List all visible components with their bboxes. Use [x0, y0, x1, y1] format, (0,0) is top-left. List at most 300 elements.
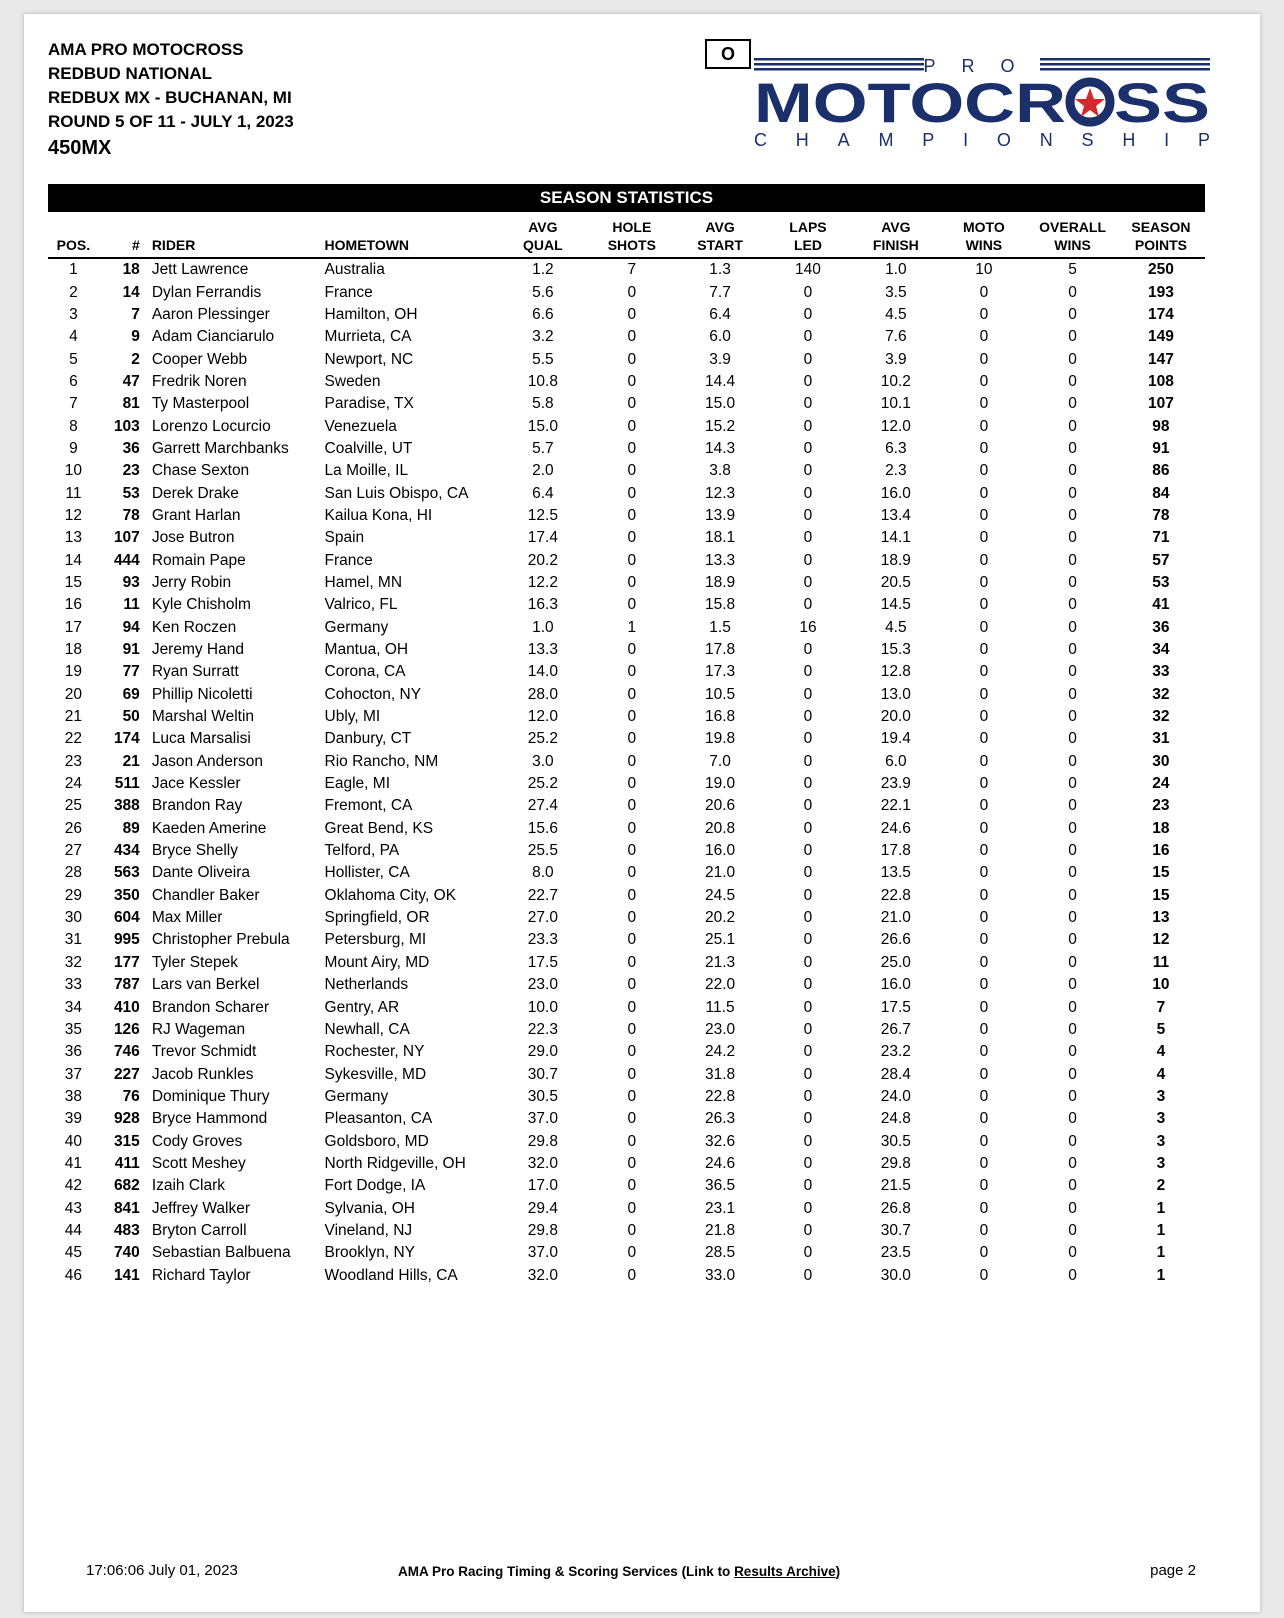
cell-avg-qual: 29.0 [527, 1043, 558, 1061]
cell-number: 411 [114, 1154, 140, 1172]
cell-avg-start: 17.3 [704, 663, 736, 681]
cell-moto-wins: 0 [979, 372, 989, 390]
cell-rider: Kyle Chisholm [151, 596, 251, 614]
cell-hometown: Newhall, CA [324, 1020, 410, 1038]
cell-hole-shots: 0 [627, 931, 637, 949]
round-date: ROUND 5 OF 11 - JULY 1, 2023 [48, 112, 294, 131]
cell-number: 53 [122, 484, 140, 502]
event-name: REDBUD NATIONAL [48, 64, 213, 83]
cell-number: 9 [131, 328, 140, 346]
cell-overall-wins: 0 [1068, 462, 1077, 480]
cell-laps-led: 0 [803, 797, 813, 815]
cell-avg-start: 1.3 [709, 261, 731, 279]
cell-hometown: Coalville, UT [324, 439, 413, 457]
cell-avg-finish: 19.4 [880, 730, 911, 748]
cell-avg-finish: 6.0 [885, 752, 907, 770]
cell-avg-qual: 25.5 [527, 842, 558, 860]
col-laps-led: LAPS LED [764, 218, 853, 258]
cell-laps-led: 0 [803, 1177, 813, 1195]
logo-stripes-left [754, 58, 924, 71]
cell-hometown: Netherlands [324, 976, 409, 994]
cell-hometown: Sweden [324, 372, 381, 390]
cell-hole-shots: 0 [627, 819, 637, 837]
cell-hole-shots: 0 [627, 1110, 637, 1128]
cell-moto-wins: 0 [979, 395, 989, 413]
cell-pos: 1 [69, 261, 78, 279]
cell-avg-qual: 8.0 [532, 864, 554, 882]
cell-moto-wins: 0 [979, 864, 989, 882]
cell-laps-led: 0 [803, 864, 813, 882]
cell-laps-led: 0 [803, 730, 813, 748]
cell-hometown: Oklahoma City, OK [324, 886, 457, 904]
cell-overall-wins: 0 [1068, 551, 1077, 569]
cell-hole-shots: 0 [627, 596, 637, 614]
table-row [48, 661, 1205, 683]
table-row [48, 1153, 1205, 1175]
cell-avg-start: 36.5 [704, 1177, 736, 1195]
cell-number: 315 [113, 1132, 140, 1150]
cell-overall-wins: 0 [1068, 819, 1077, 837]
cell-season-points: 33 [1152, 663, 1170, 681]
cell-hometown: La Moille, IL [324, 462, 409, 480]
cell-pos: 42 [64, 1177, 83, 1195]
cell-moto-wins: 0 [979, 551, 989, 569]
cell-avg-start: 26.3 [704, 1110, 736, 1128]
cell-hole-shots: 1 [627, 618, 637, 636]
cell-moto-wins: 0 [979, 663, 989, 681]
cell-avg-finish: 6.3 [885, 439, 907, 457]
cell-avg-finish: 28.4 [880, 1065, 911, 1083]
table-row [48, 639, 1205, 661]
box-label: O [705, 39, 751, 69]
cell-number: 841 [113, 1199, 140, 1217]
cell-avg-qual: 6.6 [532, 305, 554, 323]
cell-avg-finish: 20.5 [880, 573, 911, 591]
cell-hometown: France [324, 551, 373, 569]
cell-moto-wins: 0 [979, 305, 989, 323]
cell-hole-shots: 0 [627, 1177, 637, 1195]
cell-season-points: 1 [1156, 1199, 1166, 1217]
cell-number: 76 [122, 1087, 140, 1105]
cell-avg-qual: 5.5 [532, 350, 554, 368]
cell-pos: 11 [65, 484, 82, 502]
cell-season-points: 86 [1152, 462, 1170, 480]
season-stats-table [48, 218, 1205, 1287]
cell-laps-led: 0 [803, 484, 813, 502]
cell-number: 11 [123, 596, 140, 614]
table-row [48, 885, 1205, 907]
cell-avg-finish: 23.5 [880, 1244, 911, 1262]
cell-pos: 19 [64, 663, 83, 681]
cell-avg-qual: 10.0 [527, 998, 558, 1016]
cell-hometown: North Ridgeville, OH [324, 1154, 466, 1172]
cell-pos: 38 [64, 1087, 83, 1105]
cell-rider: Marshal Weltin [151, 708, 255, 726]
cell-avg-start: 21.0 [704, 864, 736, 882]
cell-laps-led: 140 [795, 261, 821, 279]
cell-hometown: Murrieta, CA [324, 328, 412, 346]
cell-rider: Jose Butron [151, 529, 235, 547]
cell-avg-finish: 29.8 [880, 1154, 911, 1172]
cell-hometown: Gentry, AR [324, 998, 400, 1016]
cell-avg-finish: 24.8 [880, 1110, 911, 1128]
cell-avg-qual: 5.7 [532, 439, 554, 457]
cell-hole-shots: 0 [627, 573, 637, 591]
cell-rider: Jett Lawrence [151, 261, 249, 279]
cell-avg-qual: 32.0 [527, 1154, 558, 1172]
cell-hole-shots: 0 [627, 953, 637, 971]
cell-avg-qual: 37.0 [527, 1110, 558, 1128]
cell-avg-qual: 29.8 [527, 1132, 558, 1150]
cell-avg-finish: 10.2 [880, 372, 911, 390]
cell-laps-led: 0 [803, 998, 813, 1016]
cell-avg-start: 23.1 [704, 1199, 736, 1217]
cell-avg-start: 20.8 [704, 819, 736, 837]
cell-overall-wins: 0 [1068, 663, 1077, 681]
cell-moto-wins: 0 [979, 1244, 989, 1262]
venue: REDBUX MX - BUCHANAN, MI [48, 88, 292, 107]
cell-season-points: 53 [1152, 573, 1170, 591]
cell-rider: Bryce Hammond [151, 1110, 268, 1128]
cell-hometown: Sykesville, MD [324, 1065, 427, 1083]
cell-number: 36 [122, 439, 140, 457]
cell-number: 746 [113, 1043, 140, 1061]
table-row [48, 415, 1205, 437]
cell-avg-start: 19.8 [704, 730, 736, 748]
cell-number: 995 [113, 931, 140, 949]
cell-laps-led: 0 [803, 328, 813, 346]
cell-overall-wins: 0 [1068, 1132, 1077, 1150]
cell-avg-qual: 3.0 [532, 752, 554, 770]
cell-overall-wins: 0 [1068, 372, 1077, 390]
cell-pos: 45 [64, 1244, 83, 1262]
cell-avg-qual: 25.2 [527, 730, 558, 748]
cell-hometown: Woodland Hills, CA [324, 1266, 458, 1284]
table-row [48, 840, 1205, 862]
cell-laps-led: 0 [803, 909, 813, 927]
cell-rider: Chase Sexton [151, 462, 250, 480]
cell-avg-finish: 4.5 [885, 618, 907, 636]
cell-pos: 22 [64, 730, 83, 748]
cell-number: 7 [131, 305, 140, 323]
cell-avg-qual: 5.8 [532, 395, 554, 413]
cell-avg-start: 20.6 [704, 797, 736, 815]
cell-avg-start: 22.0 [704, 976, 736, 994]
cell-season-points: 5 [1156, 1020, 1166, 1038]
cell-laps-led: 0 [803, 1043, 813, 1061]
cell-avg-finish: 17.5 [880, 998, 911, 1016]
table-row [48, 1242, 1205, 1264]
cell-moto-wins: 0 [979, 350, 989, 368]
class-name: 450MX [48, 137, 112, 159]
cell-overall-wins: 0 [1068, 506, 1077, 524]
cell-hole-shots: 0 [627, 529, 637, 547]
cell-pos: 5 [69, 350, 78, 368]
cell-avg-finish: 22.8 [880, 886, 911, 904]
cell-hometown: Mount Airy, MD [324, 953, 430, 971]
cell-number: 2 [131, 350, 140, 368]
cell-hole-shots: 0 [627, 1221, 637, 1239]
cell-avg-qual: 30.7 [527, 1065, 558, 1083]
cell-moto-wins: 0 [979, 685, 989, 703]
cell-overall-wins: 0 [1068, 953, 1077, 971]
cell-laps-led: 0 [803, 886, 813, 904]
cell-season-points: 12 [1152, 931, 1170, 949]
table-row [48, 1041, 1205, 1063]
cell-rider: Cody Groves [151, 1132, 243, 1150]
cell-moto-wins: 0 [979, 931, 989, 949]
cell-avg-finish: 23.2 [880, 1043, 911, 1061]
table-row [48, 1220, 1205, 1242]
cell-moto-wins: 10 [975, 261, 993, 279]
cell-moto-wins: 0 [979, 529, 989, 547]
cell-avg-start: 1.5 [709, 618, 731, 636]
cell-season-points: 4 [1156, 1065, 1166, 1083]
cell-moto-wins: 0 [979, 1087, 989, 1105]
cell-hole-shots: 0 [627, 372, 637, 390]
cell-laps-led: 0 [803, 462, 813, 480]
cell-season-points: 174 [1147, 305, 1174, 323]
cell-pos: 43 [64, 1199, 83, 1217]
cell-avg-finish: 14.1 [880, 529, 911, 547]
cell-season-points: 1 [1156, 1221, 1166, 1239]
cell-hole-shots: 0 [627, 663, 637, 681]
cell-rider: Jeffrey Walker [151, 1199, 251, 1217]
cell-number: 444 [113, 551, 140, 569]
cell-season-points: 18 [1152, 819, 1170, 837]
cell-laps-led: 0 [803, 685, 813, 703]
cell-number: 91 [122, 641, 140, 659]
table-row [48, 348, 1205, 370]
cell-laps-led: 0 [803, 953, 813, 971]
cell-rider: Dylan Ferrandis [151, 283, 262, 301]
col-overall-wins: OVERALL WINS [1028, 218, 1117, 258]
table-row [48, 929, 1205, 951]
cell-overall-wins: 0 [1068, 283, 1077, 301]
cell-rider: Grant Harlan [151, 506, 241, 524]
cell-avg-qual: 2.0 [532, 462, 554, 480]
cell-avg-finish: 13.5 [880, 864, 911, 882]
cell-avg-qual: 20.2 [527, 551, 558, 569]
cell-avg-qual: 1.0 [532, 618, 554, 636]
cell-overall-wins: 0 [1068, 886, 1077, 904]
cell-avg-finish: 20.0 [880, 708, 911, 726]
cell-overall-wins: 0 [1068, 775, 1077, 793]
cell-avg-qual: 37.0 [527, 1244, 558, 1262]
cell-avg-qual: 12.0 [527, 708, 558, 726]
cell-moto-wins: 0 [979, 1177, 989, 1195]
cell-avg-start: 28.5 [704, 1244, 736, 1262]
cell-hole-shots: 0 [627, 551, 637, 569]
col-season-points: SEASON POINTS [1117, 218, 1205, 258]
cell-moto-wins: 0 [979, 506, 989, 524]
cell-number: 483 [113, 1221, 140, 1239]
cell-number: 682 [113, 1177, 140, 1195]
cell-avg-start: 22.8 [704, 1087, 736, 1105]
cell-avg-finish: 18.9 [880, 551, 911, 569]
cell-season-points: 1 [1156, 1266, 1166, 1284]
cell-pos: 25 [64, 797, 83, 815]
cell-laps-led: 0 [803, 596, 813, 614]
cell-avg-finish: 30.5 [880, 1132, 911, 1150]
cell-pos: 17 [64, 618, 83, 636]
cell-overall-wins: 0 [1068, 305, 1077, 323]
cell-laps-led: 0 [803, 708, 813, 726]
cell-avg-start: 23.0 [704, 1020, 736, 1038]
cell-avg-finish: 17.8 [880, 842, 911, 860]
cell-pos: 46 [64, 1266, 83, 1284]
table-row [48, 818, 1205, 840]
page-number: page 2 [1150, 1562, 1196, 1579]
cell-season-points: 34 [1152, 641, 1170, 659]
table-row [48, 617, 1205, 639]
cell-avg-start: 6.0 [709, 328, 731, 346]
cell-hole-shots: 7 [627, 261, 637, 279]
table-row [48, 304, 1205, 326]
cell-avg-finish: 12.0 [880, 417, 911, 435]
cell-avg-start: 16.0 [704, 842, 736, 860]
cell-season-points: 36 [1152, 618, 1170, 636]
results-archive-link[interactable]: Results Archive [734, 1564, 836, 1579]
cell-rider: Ken Roczen [151, 618, 237, 636]
cell-laps-led: 0 [803, 551, 813, 569]
cell-season-points: 24 [1152, 775, 1170, 793]
cell-overall-wins: 0 [1068, 328, 1077, 346]
cell-avg-finish: 4.5 [885, 305, 907, 323]
cell-avg-qual: 28.0 [527, 685, 558, 703]
cell-avg-start: 24.5 [704, 886, 736, 904]
cell-hole-shots: 0 [627, 752, 637, 770]
cell-avg-start: 14.4 [704, 372, 736, 390]
cell-avg-finish: 25.0 [880, 953, 911, 971]
event-header [48, 38, 294, 162]
cell-pos: 31 [64, 931, 83, 949]
cell-rider: Luca Marsalisi [151, 730, 251, 748]
table-title: SEASON STATISTICS [48, 184, 1205, 212]
cell-overall-wins: 0 [1068, 395, 1077, 413]
cell-overall-wins: 0 [1068, 1087, 1077, 1105]
cell-overall-wins: 0 [1068, 529, 1077, 547]
cell-hole-shots: 0 [627, 886, 637, 904]
cell-avg-finish: 26.7 [880, 1020, 911, 1038]
col-rider: RIDER [152, 218, 325, 258]
cell-pos: 10 [64, 462, 83, 480]
table-row [48, 795, 1205, 817]
cell-overall-wins: 0 [1068, 350, 1077, 368]
cell-avg-finish: 13.4 [880, 506, 911, 524]
cell-hole-shots: 0 [627, 1043, 637, 1061]
cell-hole-shots: 0 [627, 730, 637, 748]
cell-season-points: 41 [1152, 596, 1170, 614]
cell-moto-wins: 0 [979, 573, 989, 591]
cell-avg-qual: 17.0 [527, 1177, 558, 1195]
cell-hometown: Paradise, TX [324, 395, 414, 413]
cell-moto-wins: 0 [979, 909, 989, 927]
cell-hometown: Telford, PA [324, 842, 400, 860]
cell-hole-shots: 0 [627, 1199, 637, 1217]
table-row [48, 684, 1205, 706]
cell-rider: Ryan Surratt [151, 663, 239, 681]
cell-pos: 12 [64, 506, 83, 524]
table-row [48, 974, 1205, 996]
cell-overall-wins: 0 [1068, 417, 1077, 435]
table-row [48, 482, 1205, 504]
cell-laps-led: 0 [803, 752, 813, 770]
cell-hole-shots: 0 [627, 998, 637, 1016]
cell-overall-wins: 0 [1068, 998, 1077, 1016]
cell-avg-qual: 14.0 [527, 663, 558, 681]
table-row [48, 728, 1205, 750]
cell-hometown: Eagle, MI [324, 775, 391, 793]
cell-pos: 21 [64, 708, 83, 726]
col-avg-start: AVG START [676, 218, 763, 258]
cell-rider: Trevor Schmidt [151, 1043, 257, 1061]
cell-hometown: Hamel, MN [324, 573, 403, 591]
cell-hole-shots: 0 [627, 1020, 637, 1038]
logo-motocross-right: SS [1114, 71, 1210, 134]
cell-laps-led: 0 [803, 283, 813, 301]
cell-hometown: Rochester, NY [324, 1043, 425, 1061]
cell-avg-start: 32.6 [704, 1132, 736, 1150]
cell-rider: Max Miller [151, 909, 223, 927]
cell-season-points: 3 [1156, 1132, 1166, 1150]
cell-hometown: Hollister, CA [324, 864, 410, 882]
cell-hometown: Sylvania, OH [324, 1199, 415, 1217]
cell-hole-shots: 0 [627, 462, 637, 480]
cell-hole-shots: 0 [627, 1244, 637, 1262]
cell-rider: Jerry Robin [151, 573, 232, 591]
cell-overall-wins: 0 [1068, 1154, 1077, 1172]
cell-laps-led: 0 [803, 372, 813, 390]
cell-avg-qual: 12.5 [527, 506, 558, 524]
cell-avg-start: 21.3 [704, 953, 736, 971]
cell-hole-shots: 0 [627, 350, 637, 368]
cell-overall-wins: 0 [1068, 439, 1077, 457]
table-row [48, 326, 1205, 348]
cell-avg-qual: 23.0 [527, 976, 558, 994]
cell-laps-led: 0 [803, 1132, 813, 1150]
cell-hometown: Great Bend, KS [324, 819, 434, 837]
cell-hometown: Danbury, CT [324, 730, 412, 748]
cell-laps-led: 0 [803, 1266, 813, 1284]
cell-avg-finish: 12.8 [880, 663, 911, 681]
cell-number: 47 [122, 372, 140, 390]
table-row [48, 1197, 1205, 1219]
col-hometown: HOMETOWN [325, 218, 499, 258]
cell-rider: Phillip Nicoletti [151, 685, 253, 703]
cell-number: 107 [113, 529, 140, 547]
cell-moto-wins: 0 [979, 1132, 989, 1150]
cell-season-points: 3 [1156, 1110, 1166, 1128]
col-pos: POS. [48, 218, 99, 258]
cell-rider: Jason Anderson [151, 752, 263, 770]
cell-season-points: 2 [1156, 1177, 1166, 1195]
cell-moto-wins: 0 [979, 1065, 989, 1083]
cell-number: 81 [122, 395, 140, 413]
cell-pos: 4 [69, 328, 78, 346]
cell-laps-led: 0 [803, 1154, 813, 1172]
cell-hometown: Fremont, CA [324, 797, 413, 815]
cell-rider: Richard Taylor [151, 1266, 251, 1284]
cell-season-points: 4 [1156, 1043, 1166, 1061]
cell-laps-led: 0 [803, 1244, 813, 1262]
cell-avg-start: 33.0 [704, 1266, 736, 1284]
cell-overall-wins: 0 [1068, 842, 1077, 860]
cell-moto-wins: 0 [979, 417, 989, 435]
cell-overall-wins: 0 [1068, 618, 1077, 636]
table-row [48, 706, 1205, 728]
cell-moto-wins: 0 [979, 618, 989, 636]
